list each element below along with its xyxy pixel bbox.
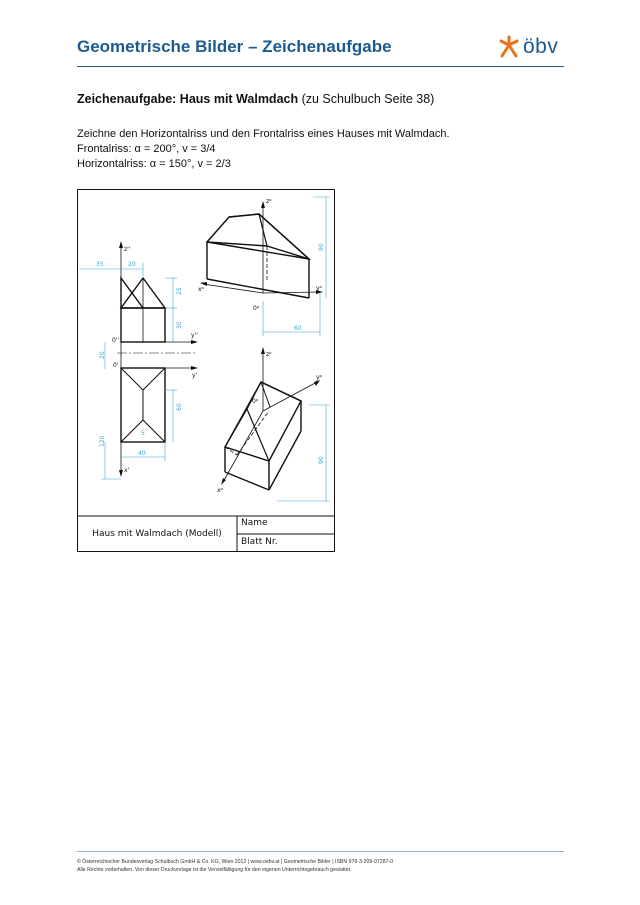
dim-90-bottom: 90 xyxy=(318,456,325,464)
axis-label-y1: y' xyxy=(192,372,198,379)
dim-5: 5 xyxy=(141,430,145,437)
title-block-model: Haus mit Walmdach (Modell) xyxy=(92,529,222,539)
instruction-line: Zeichne den Horizontalriss und den Frontalriss eines Hauses mit Walmdach. xyxy=(77,128,450,140)
title-block-name: Name xyxy=(241,518,268,528)
dim-60-right: 60 xyxy=(294,325,302,332)
dim-20-top: 20 xyxy=(128,261,136,268)
axis-label-op-top: 0ᵖ xyxy=(253,305,260,312)
axis-label-y2: y'' xyxy=(191,332,198,339)
dim-90-top: 90 xyxy=(318,243,325,251)
dim-35: 35 xyxy=(96,261,104,268)
axis-label-op-bottom: 0ᵖ xyxy=(252,398,259,405)
dim-25: 25 xyxy=(176,287,183,295)
dimension-lines-bottom-right xyxy=(277,405,330,501)
page-header-title: Geometrische Bilder – Zeichenaufgabe xyxy=(77,37,392,56)
footer-line: Alle Rechte vorbehalten. Von dieser Druckvorlage ist die Vervielfältigung für den eigenen Unterrichtsgebrauch gestattet. xyxy=(77,867,352,873)
axis-label-x1: x' xyxy=(124,467,130,474)
dimension-lines-top-right xyxy=(263,197,330,336)
brand-wordmark: öbv xyxy=(523,35,559,58)
orthographic-views xyxy=(117,241,198,477)
footer-divider xyxy=(77,851,564,852)
task-instructions xyxy=(77,127,450,172)
axonometric-view-bottom xyxy=(221,347,320,490)
drawing-sheet xyxy=(77,189,335,552)
instruction-line: Frontalriss: α = 200°, v = 3/4 xyxy=(77,143,216,155)
task-title xyxy=(77,92,434,106)
axis-label-xp-bottom: xᵖ xyxy=(217,487,224,494)
axis-label-zp-bottom: zᵖ xyxy=(266,351,272,358)
publisher-logo xyxy=(497,34,567,60)
axonometric-view-top xyxy=(200,201,323,298)
footer-line: © Österreichischer Bundesverlag Schulbuch GmbH & Co. KG, Wien 2012 | www.oebv.at | Geometrische Bilder | ISBN 978-3-209-07287-0 xyxy=(77,859,393,865)
axis-label-yp-top: yᵖ xyxy=(316,285,323,292)
axis-label-z2: z'' xyxy=(124,246,131,253)
technical-drawing xyxy=(77,189,335,552)
axis-label-o1: 0' xyxy=(113,362,119,369)
dim-120: 120 xyxy=(99,435,106,447)
title-block-sheet-number: Blatt Nr. xyxy=(241,537,278,547)
axis-label-yp-bottom: yᵖ xyxy=(316,374,323,381)
task-title-bold: Zeichenaufgabe: Haus mit Walmdach xyxy=(77,92,299,106)
axis-label-xp-top: xᵖ xyxy=(198,286,205,293)
dim-20-side: 20 xyxy=(99,351,106,359)
axis-label-zp-top: zᵖ xyxy=(266,198,272,205)
dim-40: 40 xyxy=(138,450,146,457)
header-divider xyxy=(77,66,564,67)
instruction-line: Horizontalriss: α = 150°, v = 2/3 xyxy=(77,158,231,170)
dim-30: 30 xyxy=(176,321,183,329)
footer-copyright xyxy=(77,858,393,874)
task-title-reference: (zu Schulbuch Seite 38) xyxy=(301,92,435,106)
oebv-star-icon xyxy=(497,34,521,60)
dim-60-left: 60 xyxy=(176,403,183,411)
axis-label-o2: 0'' xyxy=(112,337,120,344)
